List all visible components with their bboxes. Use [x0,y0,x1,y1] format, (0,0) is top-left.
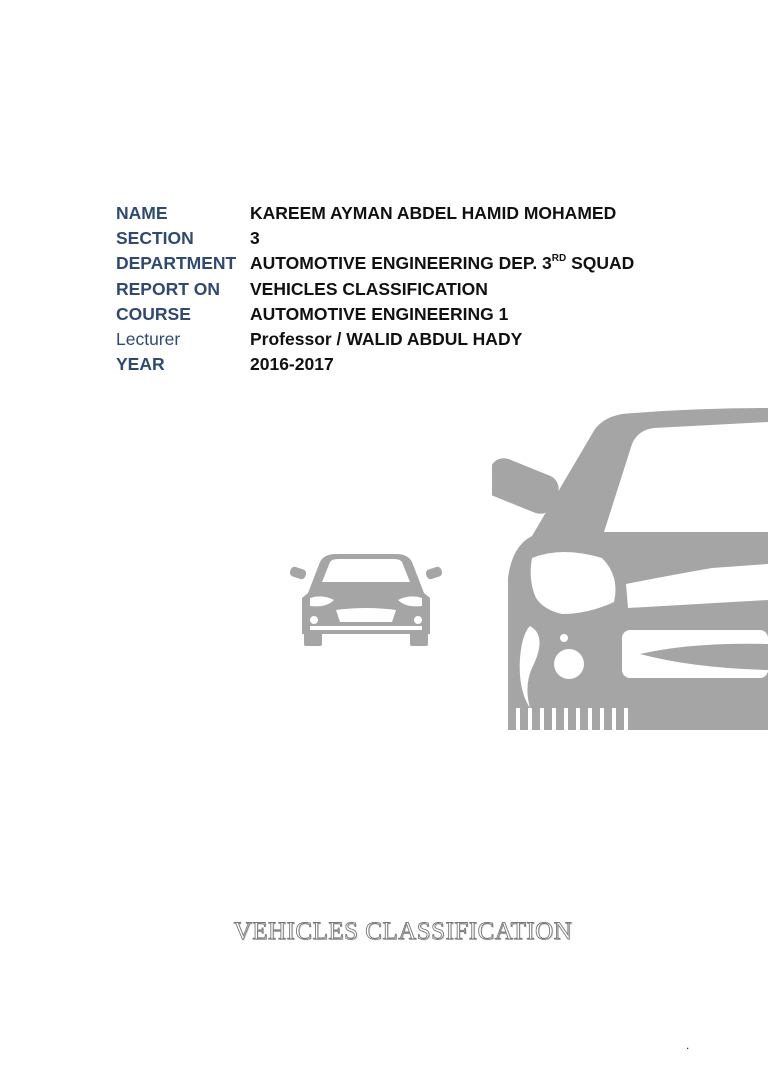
car-front-icon [492,408,768,744]
name-value: KAREEM AYMAN ABDEL HAMID MOHAMED [250,203,617,224]
report-label: REPORT ON [116,278,221,299]
department-value-end: SQUAD [566,253,635,274]
course-label: COURSE [116,303,191,324]
report-info-table [116,201,634,377]
department-value-superscript: RD [551,252,567,264]
section-value: 3 [250,228,260,249]
info-row-year [116,352,634,377]
report-value: VEHICLES CLASSIFICATION [250,278,488,299]
year-value: 2016-2017 [250,354,334,375]
info-row-section [116,226,634,251]
year-label: YEAR [116,354,165,375]
department-label: DEPARTMENT [116,253,237,274]
car-front-icon [288,548,444,648]
lecturer-label: Lecturer [116,329,181,350]
department-value-main: AUTOMOTIVE ENGINEERING DEP. 3 [250,253,552,274]
department-value [250,253,634,274]
document-title: VEHICLES CLASSIFICATION [233,918,573,945]
lecturer-value: Professor / WALID ABDUL HADY [250,329,523,350]
section-label: SECTION [116,228,194,249]
info-row-report [116,277,634,302]
info-row-course [116,302,634,327]
info-row-name [116,201,634,226]
footer-mark: . [686,1038,690,1052]
info-row-department [116,251,634,276]
info-row-lecturer [116,327,634,352]
course-value: AUTOMOTIVE ENGINEERING 1 [250,303,509,324]
name-label: NAME [116,203,168,224]
